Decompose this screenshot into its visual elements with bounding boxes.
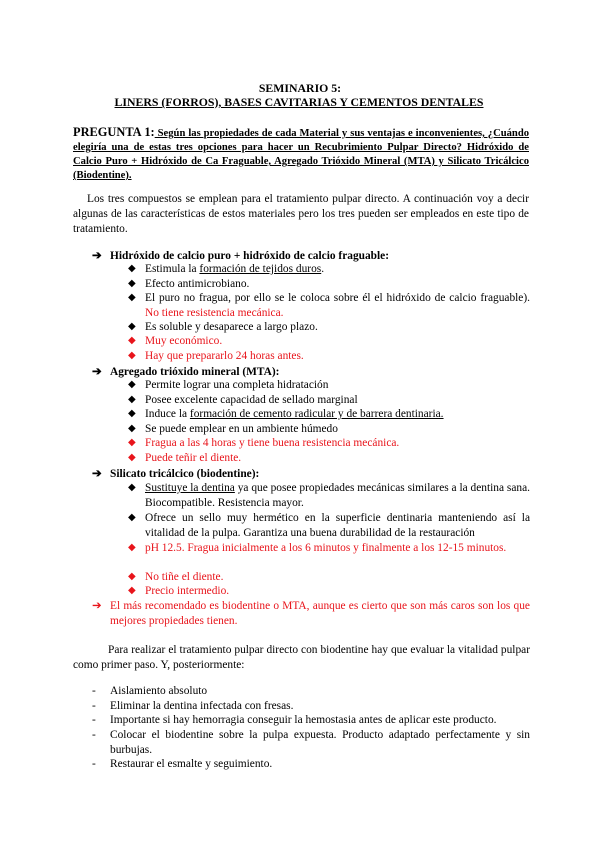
step-text: Restaurar el esmalte y seguimiento. <box>110 758 273 770</box>
bullet-text: Fragua a las 4 horas y tiene buena resistencia mecánica. <box>145 437 400 449</box>
bullet-text: No tiñe el diente. <box>145 571 224 583</box>
list-item <box>128 451 530 466</box>
list-item <box>128 277 530 292</box>
bullet-text: El puro no fragua, por ello se le coloca sobre él el hidróxido de calcio fraguable). <box>145 292 530 304</box>
question-label: PREGUNTA 1: <box>73 125 155 139</box>
diamond-bullet-icon: ◆ <box>128 335 136 346</box>
list-item <box>92 699 530 714</box>
bullet-text-end: . <box>321 263 325 275</box>
bullet-text: Muy económico. <box>145 335 223 347</box>
step-text: Eliminar la dentina infectada con fresas. <box>110 700 294 712</box>
dash-bullet-icon: - <box>92 758 96 770</box>
list-item <box>92 757 530 772</box>
diamond-bullet-icon: ◆ <box>128 512 136 523</box>
diamond-bullet-icon: ◆ <box>128 571 136 582</box>
list-item <box>128 511 530 540</box>
diamond-bullet-icon: ◆ <box>128 482 136 493</box>
list-item <box>92 728 530 757</box>
list-item <box>128 334 530 349</box>
bullet-text: Ofrece un sello muy hermético en la superficie dentinaria manteniendo así la vitalidad de la pulpa. Garantiza una buena durabilidad de la restauración <box>145 512 530 539</box>
list-item <box>128 378 530 393</box>
arrow-icon: ➔ <box>92 366 102 378</box>
dash-bullet-icon: - <box>92 729 96 741</box>
step-text: Importante si hay hemorragia conseguir la hemostasia antes de aplicar este producto. <box>110 714 497 726</box>
arrow-icon: ➔ <box>92 250 102 262</box>
diamond-bullet-icon: ◆ <box>128 379 136 390</box>
diamond-bullet-icon: ◆ <box>128 321 136 332</box>
bullet-text: Estimula la <box>145 263 200 275</box>
bullet-warning-text: No tiene resistencia mecánica. <box>145 306 284 319</box>
diamond-bullet-icon: ◆ <box>128 408 136 419</box>
section-heading-text: Agregado trióxido mineral (MTA): <box>110 366 280 378</box>
bullet-text: Permite lograr una completa hidratación <box>145 379 329 391</box>
bullet-text: Efecto antimicrobiano. <box>145 278 250 290</box>
diamond-bullet-icon: ◆ <box>128 292 136 303</box>
bullet-text: Hay que prepararlo 24 horas antes. <box>145 350 304 362</box>
dash-bullet-icon: - <box>92 685 96 697</box>
diamond-bullet-icon: ◆ <box>128 394 136 405</box>
list-item <box>128 570 530 585</box>
list-item <box>128 584 530 599</box>
bullet-text: Se puede emplear en un ambiente húmedo <box>145 423 338 435</box>
section-mta-heading <box>92 364 279 378</box>
bullet-text: pH 12.5. Fragua inicialmente a los 6 minutos y finalmente a los 12-15 minutos. <box>145 542 507 554</box>
bullet-text: Puede teñir el diente. <box>145 452 242 464</box>
bullet-underlined-text: formación de cemento radicular y de barrera dentinaria. <box>189 408 444 420</box>
diamond-bullet-icon: ◆ <box>128 585 136 596</box>
bullet-underlined-text: Sustituye la dentina <box>145 482 235 494</box>
procedure-intro-text: Para realizar el tratamiento pulpar directo con biodentine hay que evaluar la vitalidad pulpar como primer paso. Y, posteriormente: <box>73 644 530 671</box>
bullet-text: Precio intermedio. <box>145 585 230 597</box>
bullet-text: Es soluble y desaparece a largo plazo. <box>145 321 318 333</box>
bullet-text: ya que posee propiedades mecánicas similares a la dentina sana. Biocompatible. Resistencia mayor. <box>145 482 530 509</box>
bullet-text: Posee excelente capacidad de sellado marginal <box>145 394 358 406</box>
diamond-bullet-icon: ◆ <box>128 542 136 553</box>
list-item <box>92 684 530 699</box>
diamond-bullet-icon: ◆ <box>128 437 136 448</box>
question-text: Según las propiedades de cada Material y sus ventajas e inconvenientes, ¿Cuándo elegiría una de estas tres opciones para hacer un Recubrimiento Pulpar Directo? Hidróxido de Calcio Puro + Hidróxido de Ca Fraguable, Agregado Trióxido Mineral (MTA) y Silicato Tricálcico (Biodentine). <box>73 128 530 181</box>
procedure-intro <box>73 643 530 673</box>
recommendation-text: El más recomendado es biodentine o MTA, aunque es cierto que son más caros son los que mejores propiedades tienen. <box>110 600 530 627</box>
arrow-icon: ➔ <box>92 468 102 480</box>
list-item <box>128 320 530 335</box>
list-item <box>128 422 530 437</box>
arrow-icon: ➔ <box>92 600 102 612</box>
dash-bullet-icon: - <box>92 714 96 726</box>
question-block <box>73 125 529 183</box>
list-item <box>128 436 530 451</box>
list-item <box>128 262 530 277</box>
dash-bullet-icon: - <box>92 700 96 712</box>
step-text: Aislamiento absoluto <box>110 685 208 697</box>
section-biodentine-heading <box>92 466 259 480</box>
intro-text: Los tres compuestos se emplean para el tratamiento pulpar directo. A continuación voy a decir algunas de las características de estos materiales pero los tres pueden ser empleados en este tipo de tratamiento. <box>73 193 529 235</box>
diamond-bullet-icon: ◆ <box>128 350 136 361</box>
list-item <box>128 407 530 422</box>
step-text: Colocar el biodentine sobre la pulpa expuesta. Producto adaptado perfectamente y sin burbujas. <box>110 729 530 756</box>
list-item <box>128 481 530 510</box>
diamond-bullet-icon: ◆ <box>128 452 136 463</box>
list-item <box>128 393 530 408</box>
recommendation <box>92 599 530 628</box>
document-subtitle: LINERS (FORROS), BASES CAVITARIAS Y CEMENTOS DENTALES <box>114 95 484 109</box>
list-item <box>128 291 530 320</box>
diamond-bullet-icon: ◆ <box>128 263 136 274</box>
list-item <box>128 349 530 364</box>
list-item <box>92 713 530 728</box>
list-item <box>128 541 530 556</box>
document-title: SEMINARIO 5: <box>258 81 342 95</box>
section-heading-text: Hidróxido de calcio puro + hidróxido de calcio fraguable: <box>110 250 390 262</box>
diamond-bullet-icon: ◆ <box>128 278 136 289</box>
section-heading-text: Silicato tricálcico (biodentine): <box>110 468 260 480</box>
diamond-bullet-icon: ◆ <box>128 423 136 434</box>
bullet-underlined-text: formación de tejidos duros <box>199 263 322 275</box>
section-calcium-hydroxide-heading <box>92 248 389 262</box>
intro-paragraph <box>73 192 529 237</box>
bullet-text: Induce la <box>145 408 190 420</box>
